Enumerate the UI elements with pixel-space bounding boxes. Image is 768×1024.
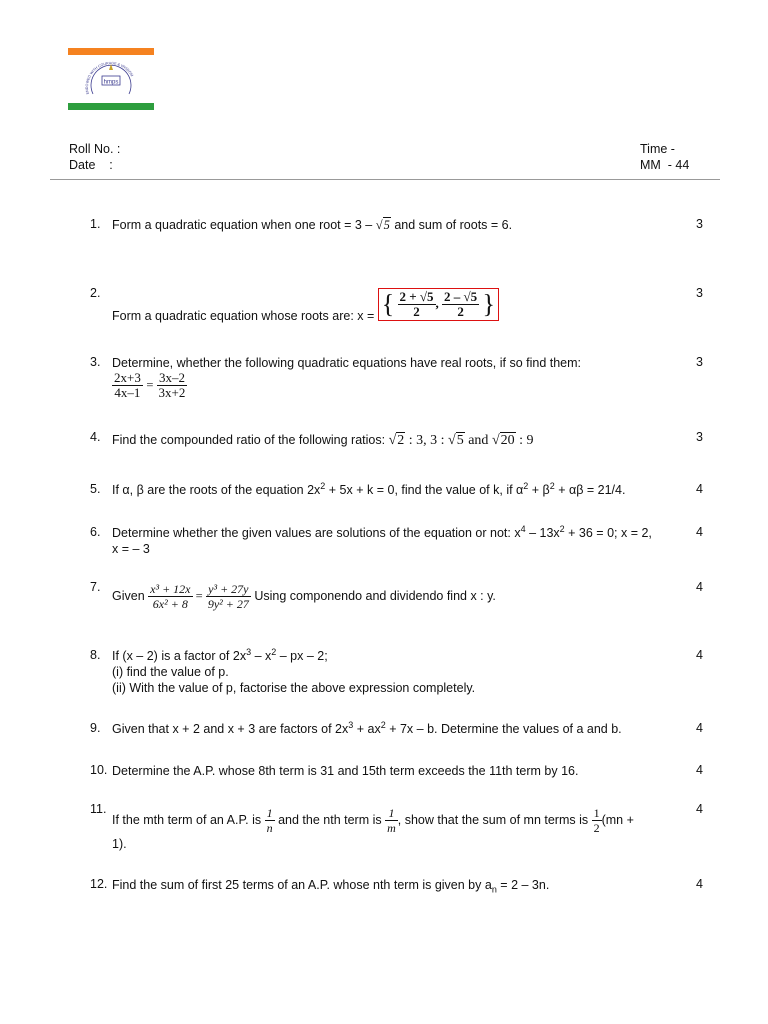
marks: 4 <box>696 580 703 594</box>
marks: 4 <box>696 482 703 496</box>
logo-motto: ENDOWED WITH COURAGE & WISDOM <box>85 61 135 95</box>
school-logo <box>68 48 154 110</box>
marks: 4 <box>696 525 703 539</box>
logo-green-band <box>68 103 154 110</box>
max-marks-label: MM - 44 <box>640 158 690 172</box>
equation-rhs: $\frac{3x-2}{3x+2}$ <box>158 370 186 400</box>
roots-formula: { $\frac{2 + √5}{2}$ , $\frac{2 - √5}{2}$ } <box>378 288 499 321</box>
roll-number-label: Roll No. : <box>69 142 121 156</box>
marks: 3 <box>696 217 703 231</box>
marks: 4 <box>696 648 703 662</box>
marks: 3 <box>696 355 703 369</box>
header-divider <box>50 179 720 180</box>
marks: 3 <box>696 430 703 444</box>
logo-emblem-icon <box>85 54 137 104</box>
logo-abbr: hmps <box>103 79 119 86</box>
equation-lhs: $\frac{2x+3}{4x-1}$ <box>114 370 141 400</box>
time-label: Time - <box>640 142 675 156</box>
marks: 3 <box>696 286 703 300</box>
ratios-expression: √2 : 3, 3 : √5 and √20 : 9 <box>388 433 534 448</box>
date-label: Date : <box>69 158 113 172</box>
marks: 4 <box>696 721 703 735</box>
marks: 4 <box>696 802 703 816</box>
marks: 4 <box>696 763 703 777</box>
marks: 4 <box>696 877 703 891</box>
